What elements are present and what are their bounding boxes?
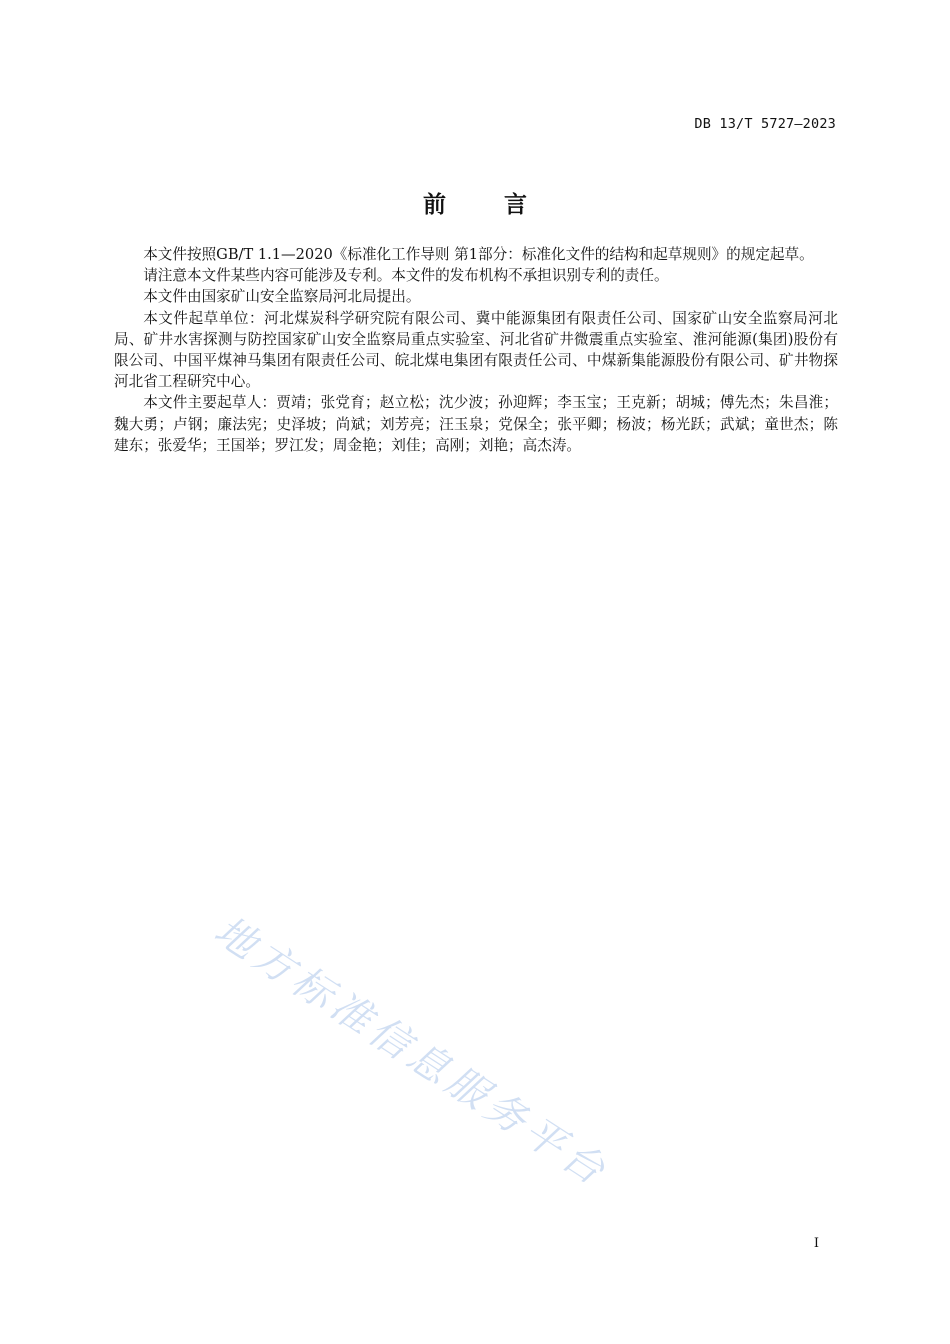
paragraph-drafting-units: 本文件起草单位：河北煤炭科学研究院有限公司、冀中能源集团有限责任公司、国家矿山安全监察局河北局、矿井水害探测与防控国家矿山安全监察局重点实验室、河北省矿井微震重点实验室、淮河能源(集团)股份有限公司、中国平煤神马集团有限责任公司、皖北煤电集团有限责任公司、中煤新集能源股份有限公司、矿井物探河北省工程研究中心。: [114, 309, 838, 391]
paragraph-proposer: 本文件由国家矿山安全监察局河北局提出。: [143, 288, 421, 306]
watermark: 地方标准信息服务平台: [206, 907, 617, 1197]
paragraph-drafting-rules: 本文件按照GB/T 1.1—2020《标准化工作导则 第1部分：标准化文件的结构和起草规则》的规定起草。: [143, 246, 814, 263]
page-number: I: [813, 1236, 819, 1251]
title-char-2: 言: [504, 192, 527, 218]
document-code: DB 13/T 5727—2023: [694, 116, 836, 132]
paragraph-drafters: 本文件主要起草人：贾靖；张党育；赵立松；沈少波；孙迎辉；李玉宝；王克新；胡城；傅先杰；朱昌淮；魏大勇；卢钢；廉法宪；史泽坡；尚斌；刘芳亮；汪玉泉；党保全；张平卿；杨波；杨光跃；武斌；童世杰；陈建东；张爱华；王国举；罗江发；周金艳；刘佳；高刚；刘艳；高杰涛。: [114, 394, 838, 454]
title-char-1: 前: [423, 192, 446, 218]
paragraph-patent-notice: 请注意本文件某些内容可能涉及专利。本文件的发布机构不承担识别专利的责任。: [143, 267, 669, 285]
preface-body: [114, 244, 838, 456]
page-title: [0, 186, 950, 219]
